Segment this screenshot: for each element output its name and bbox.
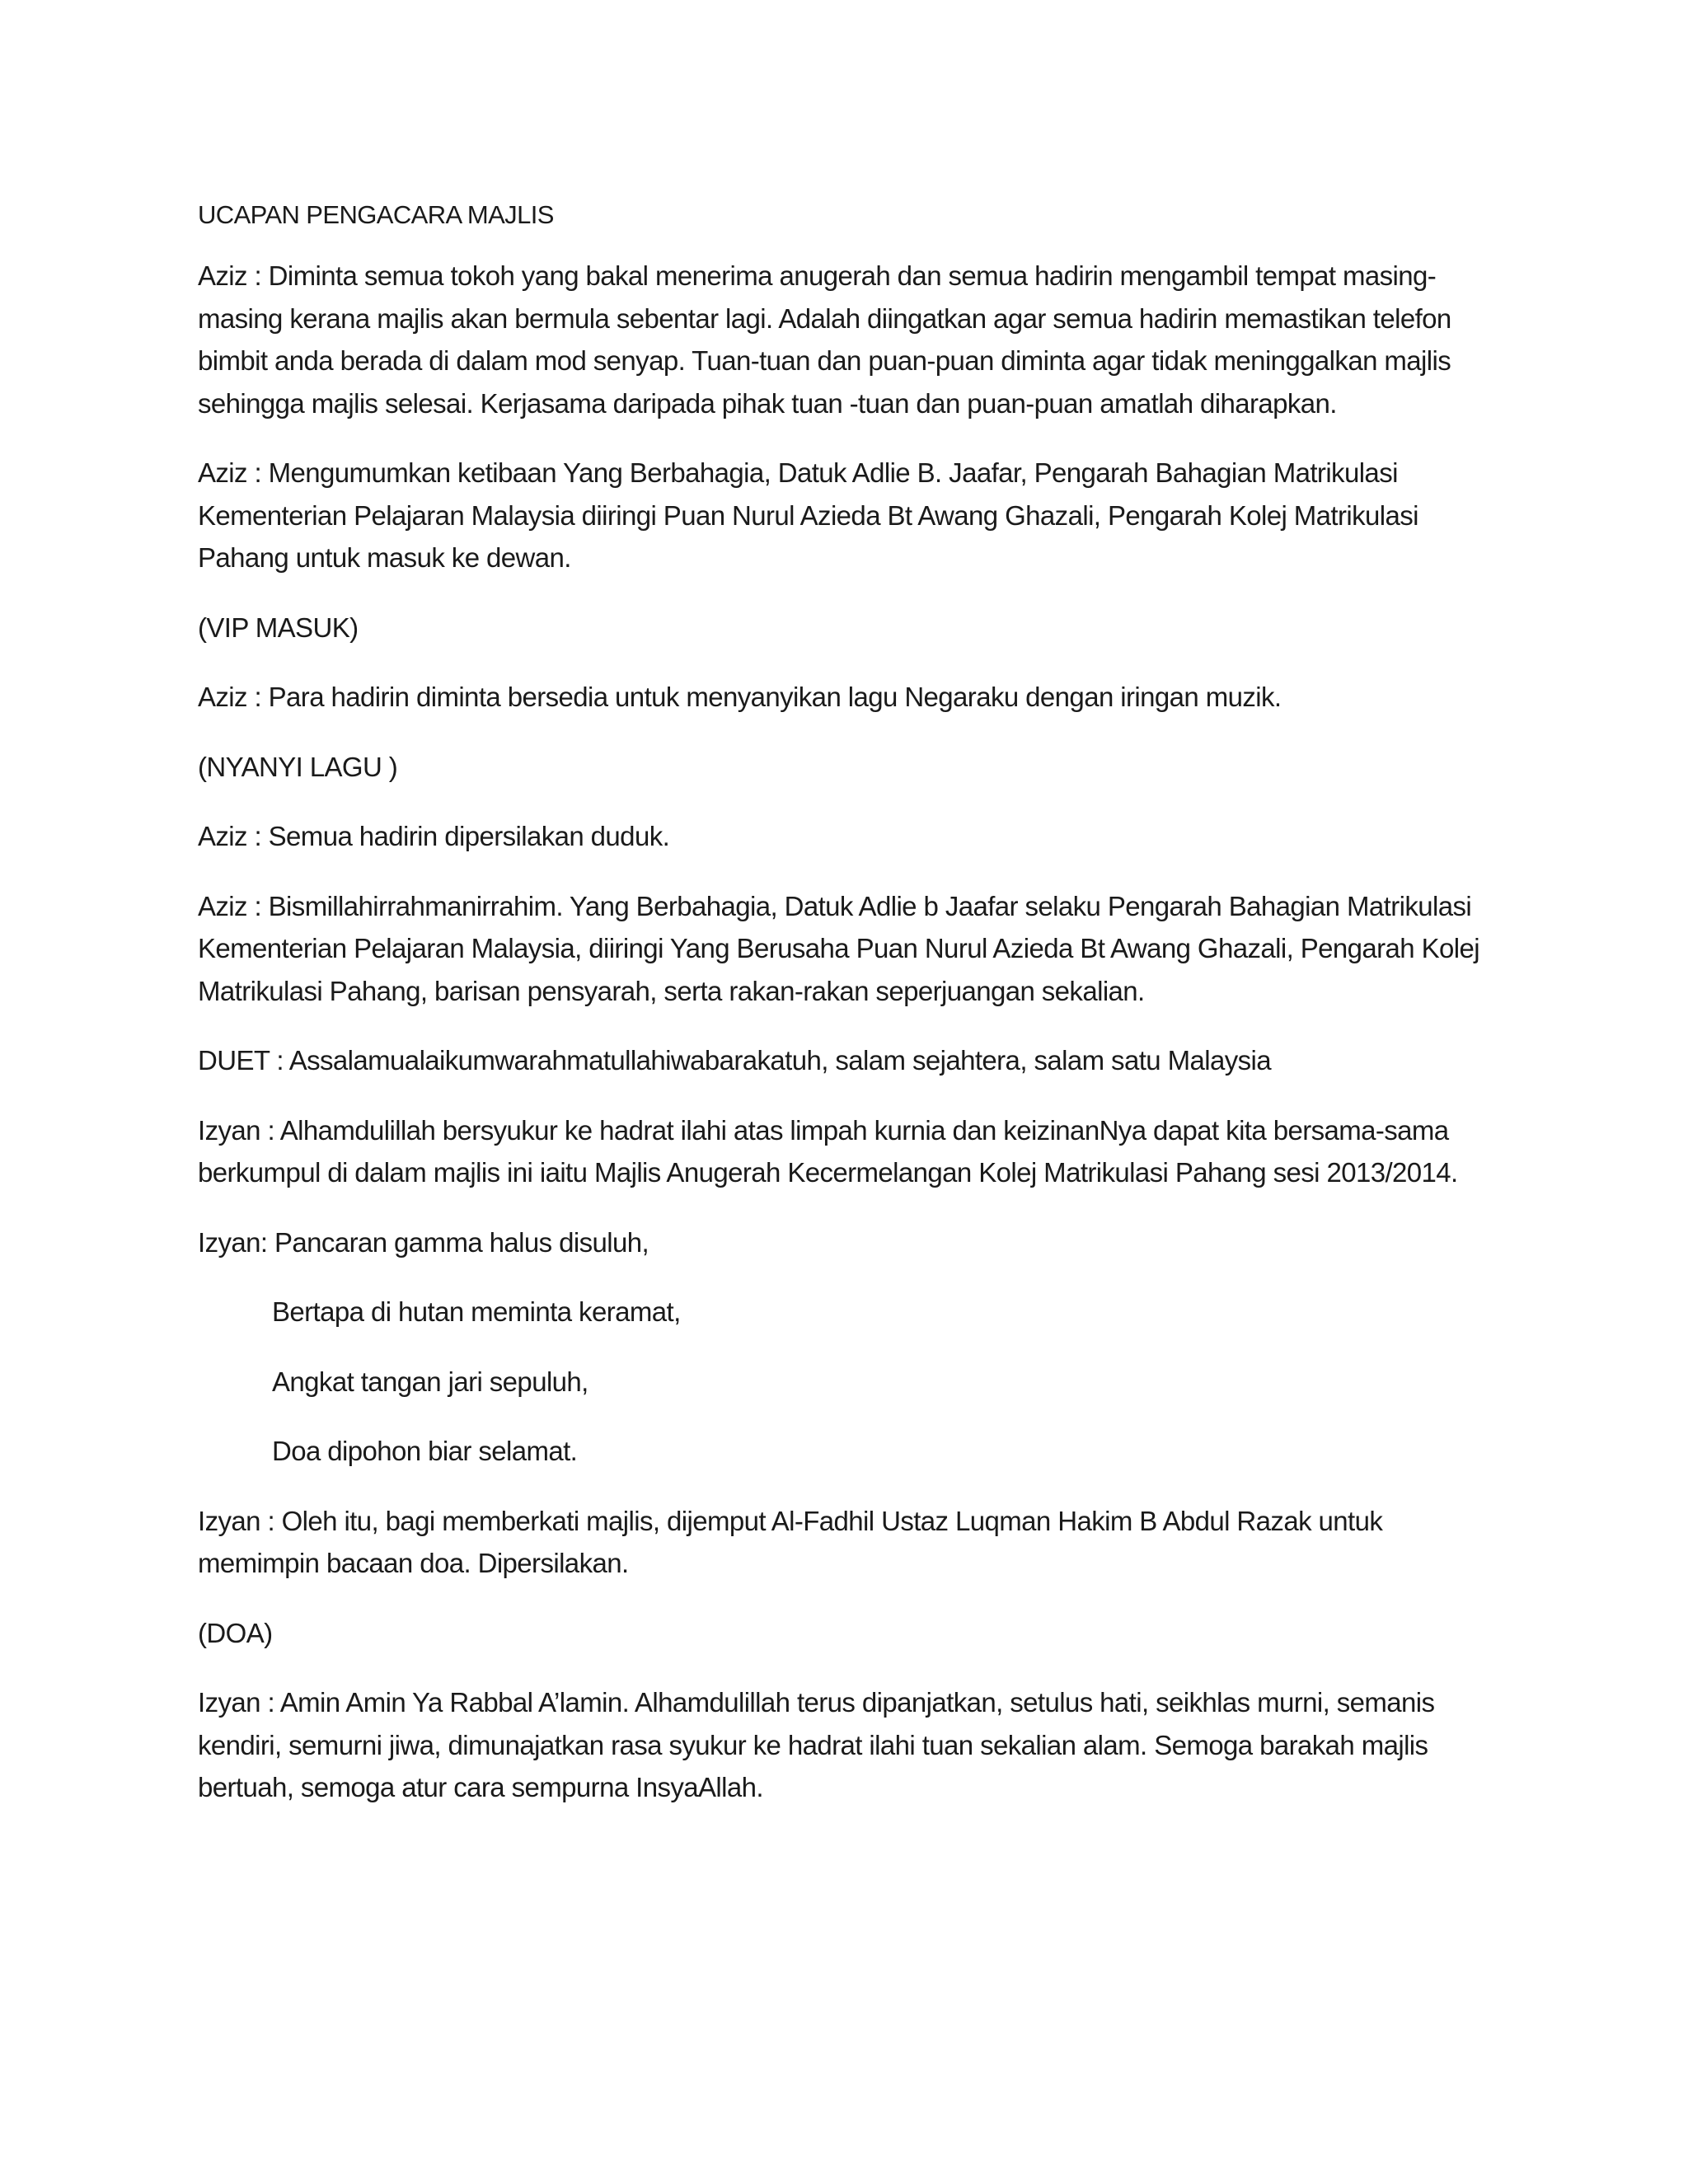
paragraph: DUET : Assalamualaikumwarahmatullahiwabarakatuh, salam sejahtera, salam satu Malaysia: [198, 1045, 1272, 1076]
document-title: UCAPAN PENGACARA MAJLIS: [198, 200, 554, 229]
paragraph: Aziz : Bismillahirrahmanirrahim. Yang Berbahagia, Datuk Adlie b Jaafar selaku Pengarah Bahagian Matrikulasi Kementerian Pelajaran Malaysia, diiringi Yang Berusaha Puan Nurul Azieda Bt Awang Ghazali, Pengarah Kolej Matrikulasi Pahang, barisan pensyarah, serta rakan-rakan seperjuangan sekalian.: [198, 890, 1479, 1006]
paragraph: Aziz : Mengumumkan ketibaan Yang Berbahagia, Datuk Adlie B. Jaafar, Pengarah Bahagian Matrikulasi Kementerian Pelajaran Malaysia diiringi Puan Nurul Azieda Bt Awang Ghazali, Pengarah Kolej Matrikulasi Pahang untuk masuk ke dewan.: [198, 457, 1418, 573]
paragraph: Aziz : Diminta semua tokoh yang bakal menerima anugerah dan semua hadirin mengambil tempat masing-masing kerana majlis akan bermula sebentar lagi. Adalah diingatkan agar semua hadirin memastikan telefon bimbit anda berada di dalam mod senyap. Tuan-tuan dan puan-puan diminta agar tidak meninggalkan majlis sehingga majlis selesai. Kerjasama daripada pihak tuan -tuan dan puan-puan amatlah diharapkan.: [198, 260, 1451, 419]
paragraph: Izyan : Oleh itu, bagi memberkati majlis, dijemput Al-Fadhil Ustaz Luqman Hakim B Abdul Razak untuk memimpin bacaan doa. Dipersilakan.: [198, 1505, 1383, 1578]
paragraph: Aziz : Para hadirin diminta bersedia untuk menyanyikan lagu Negaraku dengan iringan muzik.: [198, 682, 1282, 712]
poem-line: Bertapa di hutan meminta keramat,: [272, 1296, 681, 1327]
paragraph: Izyan : Amin Amin Ya Rabbal A’lamin. Alhamdulillah terus dipanjatkan, setulus hati, seikhlas murni, semanis kendiri, semurni jiwa, dimunajatkan rasa syukur ke hadrat ilahi tuan sekalian alam. Semoga barakah majlis bertuah, semoga atur cara sempurna InsyaAllah.: [198, 1687, 1435, 1802]
stage-direction: (DOA): [198, 1617, 273, 1648]
paragraph: Izyan : Alhamdulillah bersyukur ke hadrat ilahi atas limpah kurnia dan keizinanNya dapat kita bersama-sama berkumpul di dalam majlis ini iaitu Majlis Anugerah Kecermelangan Kolej Matrikulasi Pahang sesi 2013/2014.: [198, 1114, 1458, 1188]
poem-line: Doa dipohon biar selamat.: [272, 1436, 578, 1466]
stage-direction: (NYANYI LAGU ): [198, 751, 398, 782]
document-body: [198, 200, 1500, 1836]
stage-direction: (VIP MASUK): [198, 612, 359, 643]
paragraph: Izyan: Pancaran gamma halus disuluh,: [198, 1226, 649, 1258]
poem-line: Angkat tangan jari sepuluh,: [272, 1366, 588, 1397]
paragraph: Aziz : Semua hadirin dipersilakan duduk.: [198, 821, 670, 851]
